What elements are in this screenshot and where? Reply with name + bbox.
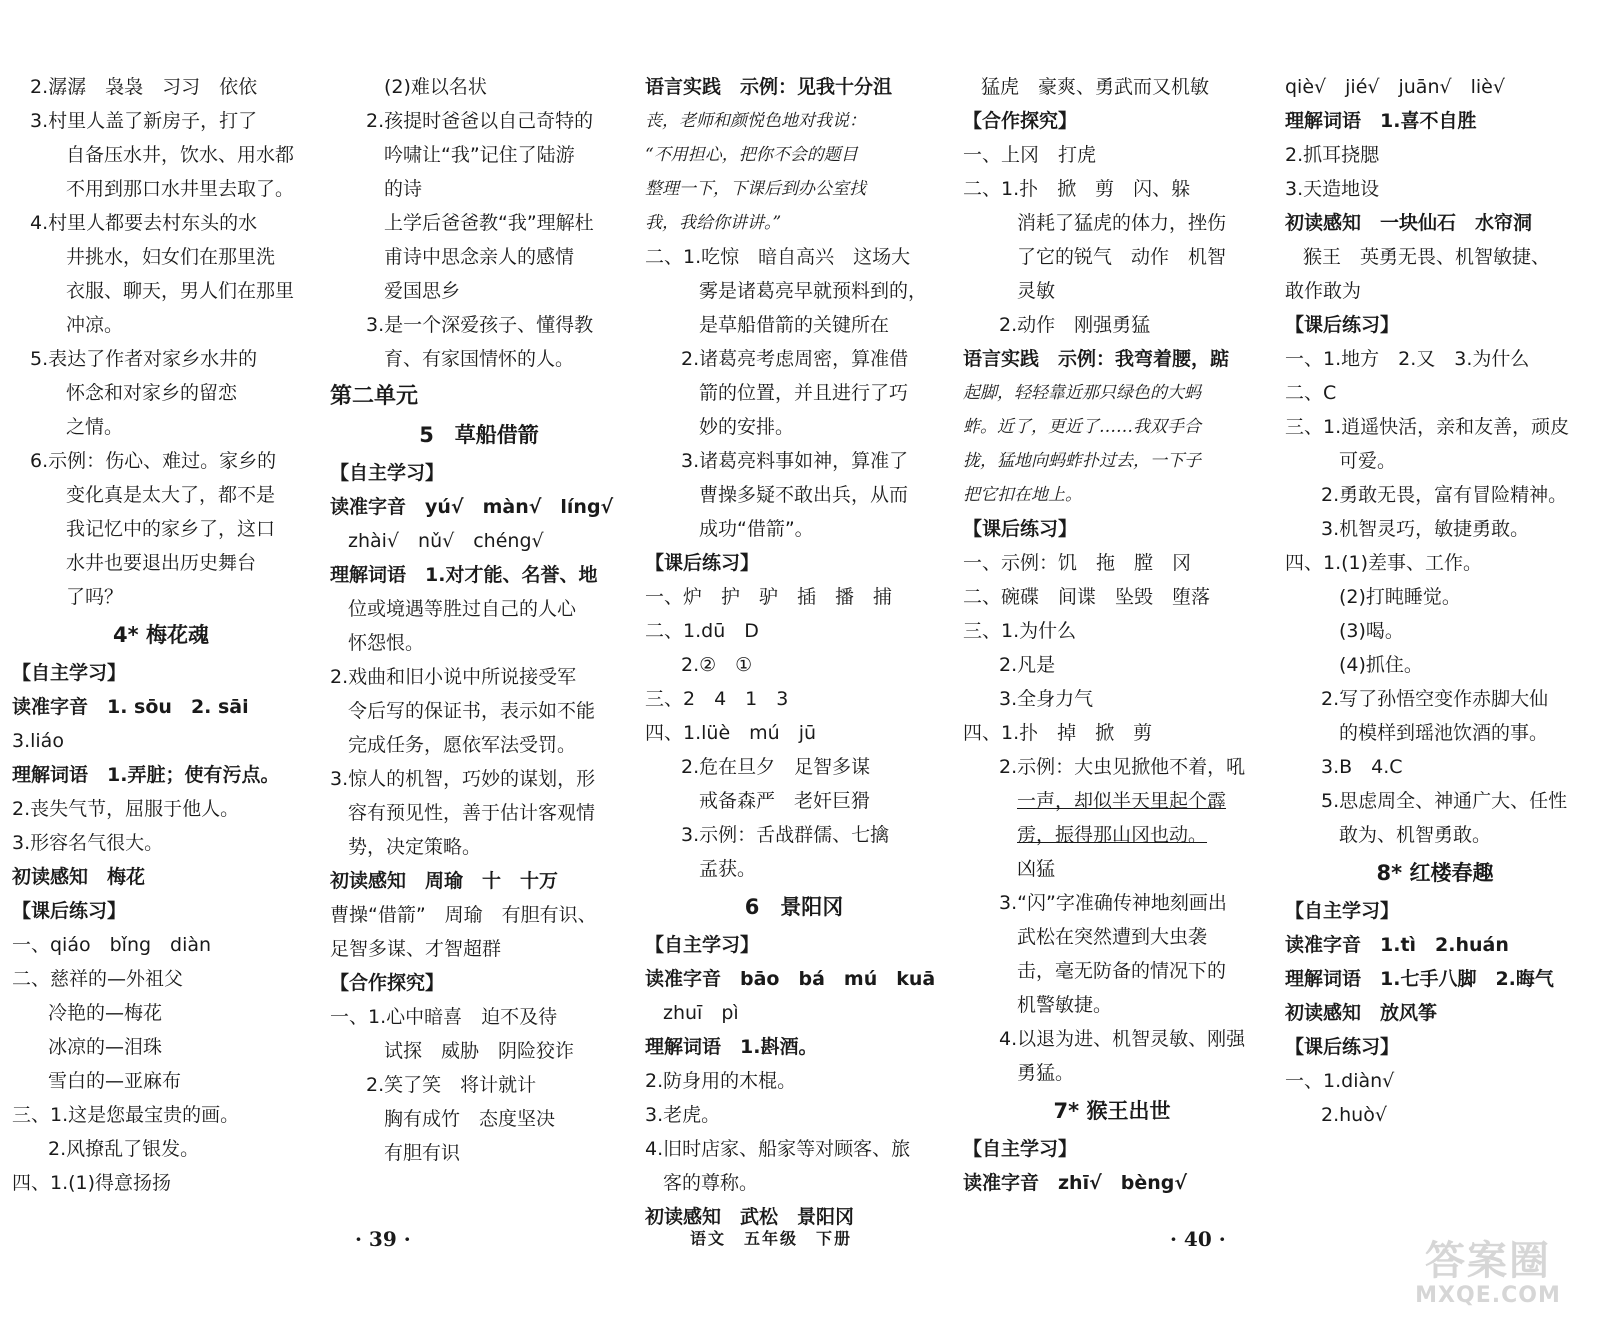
answer-line: 2.丧失气节，屈服于他人。 — [12, 798, 240, 820]
answer-line: 甫诗中思念亲人的感情 — [384, 246, 575, 268]
answer-line: 的诗 — [384, 178, 423, 200]
answer-line: 语言实践 示例：见我十分沮 — [645, 76, 893, 98]
answer-line: 读准字音 1. sōu 2. sāi — [12, 696, 249, 718]
answer-line: 2.孩提时爸爸以自己奇特的 — [366, 110, 594, 132]
column-5 — [1285, 70, 1585, 1132]
answer-line: 不用到那口水井里去取了。 — [66, 178, 295, 200]
answer-line: 客的尊称。 — [663, 1172, 759, 1194]
answer-line: 孟获。 — [699, 858, 757, 880]
answer-line: 一、上冈 打虎 — [963, 144, 1097, 166]
answer-line: 初读感知 梅花 — [12, 866, 146, 888]
answer-line: 水井也要退出历史舞台 — [66, 552, 257, 574]
answer-line: (2)打盹睡觉。 — [1339, 586, 1461, 608]
answer-line: 试探 威胁 阴险狡诈 — [384, 1040, 575, 1062]
answer-line: 2.防身用的木棍。 — [645, 1070, 797, 1092]
answer-line: 凶猛 — [1017, 858, 1056, 880]
answer-line: “不用担心，把你不会的题目 — [645, 145, 858, 165]
answer-line: 怀念和对家乡的留恋 — [66, 382, 238, 404]
answer-line: 冲凉。 — [66, 314, 124, 336]
answer-line: 3.机智灵巧，敏捷勇敢。 — [1321, 518, 1530, 540]
answer-line: 【自主学习】 — [330, 462, 445, 484]
answer-line: 3.诸葛亮料事如神，算准了 — [681, 450, 909, 472]
answer-line: 一、炉 护 驴 插 播 捕 — [645, 586, 893, 608]
answer-line: 3.示例：舌战群儒、七擒 — [681, 824, 890, 846]
answer-line: 二、1.吃惊 暗自高兴 这场大 — [645, 246, 911, 268]
answer-line: 猛虎 豪爽、勇武而又机敏 — [981, 76, 1210, 98]
answer-line: 【课后练习】 — [12, 900, 127, 922]
answer-line: 2.潺潺 袅袅 习习 依依 — [30, 76, 258, 98]
answer-line: 冰凉的—泪珠 — [48, 1036, 163, 1058]
answer-line: 3.形容名气很大。 — [12, 832, 164, 854]
answer-line: 【自主学习】 — [963, 1138, 1078, 1160]
answer-line: 猴王 英勇无畏、机智敏捷、 — [1303, 246, 1551, 268]
answer-line: 一、示例：饥 拖 膛 冈 — [963, 552, 1192, 574]
answer-line: 3.全身力气 — [999, 688, 1094, 710]
answer-line: 2.② ① — [681, 654, 753, 676]
answer-line: 6.示例：伤心、难过。家乡的 — [30, 450, 277, 472]
answer-line: 了它的锐气 动作 机智 — [1017, 246, 1227, 268]
answer-line: zhài√ nǔ√ chéng√ — [348, 530, 544, 552]
answer-line: 8* 红楼春趣 — [1376, 861, 1494, 885]
answer-line: 机警敏捷。 — [1017, 994, 1113, 1016]
answer-line: 3.村里人盖了新房子，打了 — [30, 110, 258, 132]
answer-line: 理解词语 1.对才能、名誉、地 — [330, 564, 598, 586]
answer-line: 语言实践 示例：我弯着腰，踮 — [963, 348, 1230, 370]
answer-line: 完成任务，愿依军法受罚。 — [348, 734, 577, 756]
answer-line: 四、1.扑 掉 掀 剪 — [963, 722, 1153, 744]
answer-line: 可爱。 — [1339, 450, 1397, 472]
answer-line: 2.写了孙悟空变作赤脚大仙 — [1321, 688, 1549, 710]
watermark-url: MXQE.COM — [1415, 1283, 1561, 1308]
answer-line: 初读感知 一块仙石 水帘洞 — [1285, 212, 1533, 234]
answer-line: 妙的安排。 — [699, 416, 795, 438]
answer-line: 之情。 — [66, 416, 124, 438]
answer-line: 武松在突然遭到大虫袭 — [1017, 926, 1208, 948]
answer-line: (4)抓住。 — [1339, 654, 1423, 676]
answer-line: 【合作探究】 — [963, 110, 1078, 132]
answer-line: 初读感知 放风筝 — [1285, 1002, 1438, 1024]
answer-line: 2.危在旦夕 足智多谋 — [681, 756, 871, 778]
answer-line: 三、2 4 1 3 — [645, 688, 789, 710]
answer-line: 吟啸让“我”记住了陆游 — [384, 144, 575, 166]
answer-line: 【课后练习】 — [645, 552, 760, 574]
answer-line: 有胆有识 — [384, 1142, 461, 1164]
answer-line: 井挑水，妇女们在那里洗 — [66, 246, 276, 268]
answer-line: 勇猛。 — [1017, 1062, 1075, 1084]
answer-line: 衣服、聊天，男人们在那里 — [66, 280, 295, 302]
answer-line: 三、1.这是您最宝贵的画。 — [12, 1104, 240, 1126]
answer-line: 三、1.为什么 — [963, 620, 1077, 642]
answer-line: 【课后练习】 — [1285, 1036, 1400, 1058]
answer-line: 成功“借箭”。 — [699, 518, 814, 540]
answer-line: 3.“闪”字准确传神地刻画出 — [999, 892, 1227, 914]
answer-line: 二、C — [1285, 382, 1337, 404]
answer-line: 四、1.lüè mú jū — [645, 722, 817, 744]
column-4 — [963, 70, 1261, 1200]
answer-line: 曹操“借箭” 周瑜 有胆有识、 — [330, 904, 597, 926]
answer-line: 三、1.逍遥快活，亲和友善，顽皮 — [1285, 416, 1570, 438]
answer-line: 4.村里人都要去村东头的水 — [30, 212, 258, 234]
page-number-left: · 39 · — [355, 1227, 411, 1251]
watermark-logo — [1388, 1238, 1588, 1318]
answer-line: 2.凡是 — [999, 654, 1056, 676]
answer-line: 雾是诸葛亮早就预料到的， — [699, 280, 928, 302]
answer-line: 5.思虑周全、神通广大、任性 — [1321, 790, 1568, 812]
answer-line: 箭的位置，并且进行了巧 — [699, 382, 909, 404]
answer-line: 敢为、机智勇敢。 — [1339, 824, 1492, 846]
answer-line: 拢，猛地向蚂蚱扑过去，一下子 — [963, 451, 1201, 471]
answer-line: 3.是一个深爱孩子、懂得教 — [366, 314, 594, 336]
answer-line: 是草船借箭的关键所在 — [699, 314, 890, 336]
watermark-text: 答案圈 — [1425, 1238, 1551, 1284]
answer-line: 读准字音 zhī√ bèng√ — [963, 1172, 1188, 1194]
column-3 — [645, 70, 943, 1234]
answer-line: 怀怨恨。 — [348, 632, 425, 654]
answer-line: 2.戏曲和旧小说中所说接受军 — [330, 666, 577, 688]
answer-line: 位或境遇等胜过自己的人心 — [348, 598, 577, 620]
answer-line: 理解词语 1.斟酒。 — [645, 1036, 818, 1058]
answer-line: 敢作敢为 — [1285, 280, 1362, 302]
answer-line: qiè√ jié√ juān√ liè√ — [1285, 76, 1505, 98]
answer-line: 起脚，轻轻靠近那只绿色的大蚂 — [963, 383, 1201, 403]
answer-line: 胸有成竹 态度坚决 — [384, 1108, 556, 1130]
answer-line: 理解词语 1.七手八脚 2.晦气 — [1285, 968, 1554, 990]
answer-line: 3.老虎。 — [645, 1104, 721, 1126]
answer-line: 7* 猴王出世 — [1053, 1099, 1171, 1123]
answer-line: 2.抓耳挠腮 — [1285, 144, 1380, 166]
answer-line: 变化真是太大了，都不是 — [66, 484, 276, 506]
answer-line: (3)喝。 — [1339, 620, 1404, 642]
answer-line: 2.huò√ — [1321, 1104, 1387, 1126]
answer-line: 2.示例：大虫见掀他不着，吼 — [999, 756, 1246, 778]
answer-line: 把它扣在地上。 — [963, 485, 1082, 505]
answer-line: 曹操多疑不敢出兵，从而 — [699, 484, 909, 506]
answer-line: 【自主学习】 — [12, 662, 127, 684]
answer-line: 容有预见性，善于估计客观情 — [348, 802, 596, 824]
answer-line: 读准字音 bāo bá mú kuā — [645, 968, 936, 990]
answer-line: 【自主学习】 — [1285, 900, 1400, 922]
answer-line: 育、有家国情怀的人。 — [384, 348, 575, 370]
answer-line: 我记忆中的家乡了，这口 — [66, 518, 276, 540]
answer-line: 【课后练习】 — [963, 518, 1078, 540]
answer-line: 击，毫无防备的情况下的 — [1017, 960, 1227, 982]
answer-line: 5.表达了作者对家乡水井的 — [30, 348, 258, 370]
answer-line: 一声，却似半天里起个霹 — [1017, 790, 1227, 812]
answer-line: 雳，振得那山冈也动。 — [1017, 824, 1208, 846]
answer-line: 上学后爸爸教“我”理解杜 — [384, 212, 594, 234]
answer-line: 足智多谋、才智超群 — [330, 938, 502, 960]
answer-line: 读准字音 1.tì 2.huán — [1285, 934, 1509, 956]
answer-line: 5 草船借箭 — [419, 423, 539, 447]
answer-line: 4* 梅花魂 — [113, 623, 209, 647]
answer-line: 一、1.心中暗喜 迫不及待 — [330, 1006, 558, 1028]
answer-line: 蚱。近了，更近了……我双手合 — [963, 417, 1201, 437]
answer-line: 3.liáo — [12, 730, 64, 752]
answer-line: 第二单元 — [330, 384, 419, 409]
answer-line: 6 景阳冈 — [744, 895, 844, 919]
answer-line: 3.天造地设 — [1285, 178, 1380, 200]
answer-line: 一、qiáo bǐng diàn — [12, 934, 212, 956]
answer-line: 戒备森严 老奸巨猾 — [699, 790, 871, 812]
answer-line: 读准字音 yú√ màn√ líng√ — [330, 496, 614, 518]
answer-line: 自备压水井，饮水、用水都 — [66, 144, 295, 166]
answer-line: 的模样到瑶池饮酒的事。 — [1339, 722, 1549, 744]
answer-line: 四、1.(1)得意扬扬 — [12, 1172, 172, 1194]
answer-line: 一、1.diàn√ — [1285, 1070, 1395, 1092]
answer-line: 【合作探究】 — [330, 972, 445, 994]
answer-line: 冷艳的—梅花 — [48, 1002, 163, 1024]
answer-line: 2.风撩乱了银发。 — [48, 1138, 200, 1160]
answer-line: 灵敏 — [1017, 280, 1056, 302]
answer-line: 消耗了猛虎的体力，挫伤 — [1017, 212, 1227, 234]
answer-line: 雪白的—亚麻布 — [48, 1070, 182, 1092]
answer-line: 势，决定策略。 — [348, 836, 482, 858]
column-1 — [12, 70, 310, 1200]
page-number-right: · 40 · — [1170, 1227, 1226, 1251]
answer-line: zhuī pì — [663, 1002, 739, 1024]
answer-line: 令后写的保证书，表示如不能 — [348, 700, 596, 722]
answer-line: 初读感知 武松 景阳冈 — [645, 1206, 855, 1228]
answer-line: 3.惊人的机智，巧妙的谋划，形 — [330, 768, 596, 790]
answer-line: 了吗？ — [66, 586, 124, 608]
answer-line: 【课后练习】 — [1285, 314, 1400, 336]
column-2 — [330, 70, 628, 1170]
answer-line: 二、1.扑 掀 剪 闪、躲 — [963, 178, 1191, 200]
answer-line: 一、1.地方 2.又 3.为什么 — [1285, 348, 1530, 370]
answer-line: 爱国思乡 — [384, 280, 461, 302]
answer-line: 二、1.dū D — [645, 620, 759, 642]
answer-line: 4.以退为进、机智灵敏、刚强 — [999, 1028, 1246, 1050]
answer-line: 丧，老师和颜悦色地对我说： — [645, 111, 866, 131]
answer-line: 2.诸葛亮考虑周密，算准借 — [681, 348, 909, 370]
answer-line: 4.旧时店家、船家等对顾客、旅 — [645, 1138, 911, 1160]
answer-line: 理解词语 1.喜不自胜 — [1285, 110, 1477, 132]
answer-line: 二、慈祥的—外祖父 — [12, 968, 184, 990]
answer-line: 四、1.(1)差事、工作。 — [1285, 552, 1483, 574]
answer-line: 我，我给你讲讲。” — [645, 213, 782, 233]
answer-line: (2)难以名状 — [384, 76, 487, 98]
answer-line: 2.勇敢无畏，富有冒险精神。 — [1321, 484, 1568, 506]
answer-line: 2.笑了笑 将计就计 — [366, 1074, 537, 1096]
answer-line: 整理一下，下课后到办公室找 — [645, 179, 866, 199]
answer-line: 2.动作 刚强勇猛 — [999, 314, 1151, 336]
answer-line: 二、碗碟 间谍 坠毁 堕落 — [963, 586, 1211, 608]
answer-line: 【自主学习】 — [645, 934, 760, 956]
answer-line: 初读感知 周瑜 十 十万 — [330, 870, 559, 892]
answer-line: 理解词语 1.弄脏；使有污点。 — [12, 764, 280, 786]
answer-line: 3.B 4.C — [1321, 756, 1403, 778]
footer-subject: 语文 五年级 下册 — [690, 1229, 853, 1248]
